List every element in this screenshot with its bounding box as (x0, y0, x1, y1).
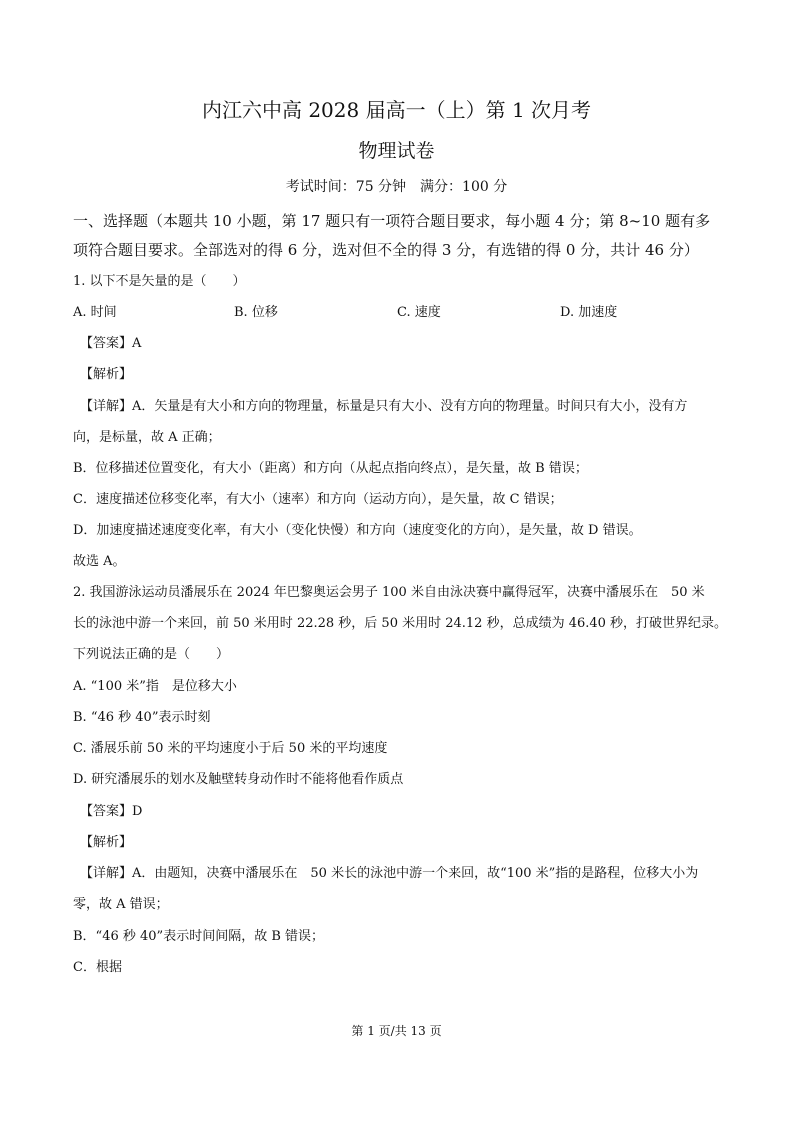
q1-option-c: C. 速度 (397, 305, 441, 320)
q2-detail-line: B．“46 秒 40”表示时间间隔，故 B 错误； (73, 929, 325, 944)
q2-detail-line: C．根据 (73, 960, 122, 975)
exam-title: 内江六中高 2028 届高一（上）第 1 次月考 (201, 98, 592, 122)
q2-stem-line: 长的泳池中游一个来回，前 50 米用时 22.28 秒，后 50 米用时 24.12 秒，总成绩为 46.40 秒，打破世界纪录。 (73, 616, 728, 631)
exam-info: 考试时间：75 分钟 满分：100 分 (285, 179, 508, 195)
q1-option-b: B. 位移 (234, 305, 278, 320)
q1-detail-line: 向，是标量，故 A 正确； (73, 430, 221, 445)
exam-subject: 物理试卷 (358, 140, 435, 162)
q1-detail-line: 【详解】A．矢量是有大小和方向的物理量，标量是只有大小、没有方向的物理量。时间只有大小，没有方 (80, 399, 688, 414)
q2-analysis-label: 【解析】 (80, 835, 133, 850)
q2-stem-line: 2. 我国游泳运动员潘展乐在 2024 年巴黎奥运会男子 100 米自由泳决赛中赢得冠军，决赛中潘展乐在 50 米 (73, 585, 705, 600)
q1-detail-line: D．加速度描述速度变化率，有大小（变化快慢）和方向（速度变化的方向），是矢量，故 D 错误。 (73, 523, 642, 538)
q1-option-d: D. 加速度 (560, 305, 618, 320)
q2-option-d: D. 研究潘展乐的划水及触壁转身动作时不能将他看作质点 (73, 772, 404, 787)
section-heading-line2: 项符合题目要求。全部选对的得 6 分，选对但不全的得 3 分，有选错的得 0 分，共计 46 分） (73, 241, 699, 259)
q2-detail-line: 零，故 A 错误； (73, 897, 169, 912)
q2-answer: 【答案】D (80, 804, 143, 819)
q1-answer: 【答案】A (80, 336, 142, 351)
q2-detail-line: 【详解】A．由题知，决赛中潘展乐在 50 米长的泳池中游一个来回，故“100 米”指的是路程，位移大小为 (80, 866, 699, 881)
q1-detail-line: 故选 A。 (73, 554, 126, 569)
q1-detail-line: B．位移描述位置变化，有大小（距离）和方向（从起点指向终点），是矢量，故 B 错误； (73, 461, 588, 476)
q1-detail-line: C．速度描述位移变化率，有大小（速率）和方向（运动方向），是矢量，故 C 错误； (73, 492, 563, 507)
q2-option-c: C. 潘展乐前 50 米的平均速度小于后 50 米的平均速度 (73, 741, 388, 756)
q1-stem: 1. 以下不是矢量的是（ ） (73, 274, 246, 289)
q1-option-a: A. 时间 (73, 305, 117, 320)
q2-stem-line: 下列说法正确的是（ ） (73, 647, 230, 662)
section-heading-line1: 一、选择题（本题共 10 小题，第 17 题只有一项符合题目要求，每小题 4 分；第 8~10 题有多 (73, 212, 711, 230)
page-number: 第 1 页/共 13 页 (351, 1024, 442, 1038)
q2-option-a: A. “100 米”指 是位移大小 (73, 679, 237, 694)
q2-option-b: B. “46 秒 40”表示时刻 (73, 710, 211, 725)
q1-analysis-label: 【解析】 (80, 367, 133, 382)
